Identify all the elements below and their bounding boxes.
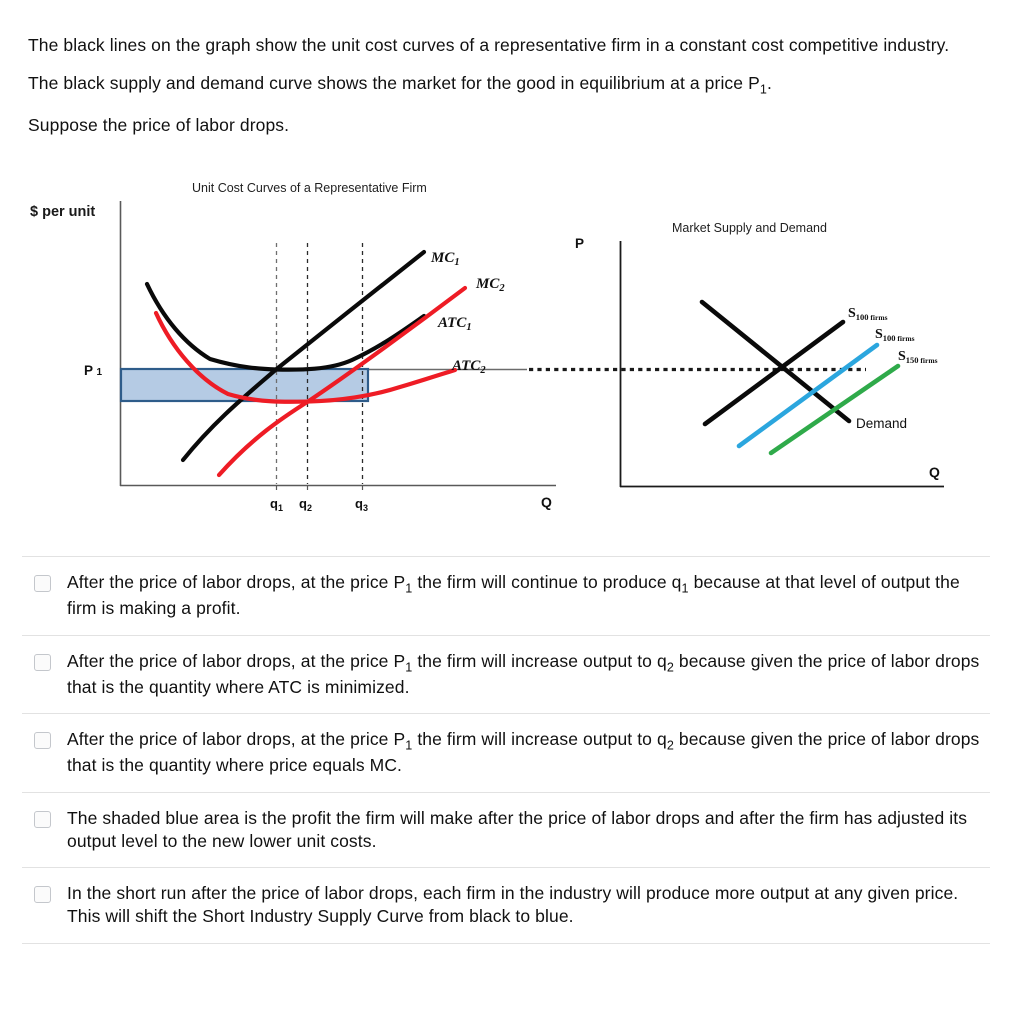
option-checkbox-5[interactable]	[34, 886, 51, 903]
label-supply-green: $S_{150}$ firms	[898, 349, 938, 365]
option-label-3: After the price of labor drops, at the price $P_1$ the firm will increase output to $q_2$ because given the price of labor drops that is the quantity where price equals MC.	[67, 729, 980, 776]
curve-mc1	[183, 252, 424, 460]
option-checkbox-1[interactable]	[34, 575, 51, 592]
label-p1: P 1	[84, 363, 103, 378]
label-atc2: $ATC_2$	[452, 358, 486, 376]
ticklabel-q1: $q_1$	[270, 496, 283, 513]
answer-options-list	[22, 556, 990, 944]
left-chart-title: Unit Cost Curves of a Representative Firm	[192, 181, 427, 195]
option-row-2[interactable]	[22, 635, 990, 714]
option-checkbox-3[interactable]	[34, 732, 51, 749]
label-supply-black: $S_{100}$ firms	[848, 306, 888, 322]
ticklabel-q3: $q_3$	[355, 496, 368, 513]
left-chart-x-axis-label: Q	[541, 494, 552, 510]
stem-line-3: Suppose the price of labor drops.	[28, 115, 290, 135]
option-label-5: In the short run after the price of labor drops, each firm in the industry will produce more output at any given price. This will shift the Short Industry Supply Curve from black to blue.	[67, 883, 959, 927]
question-stem	[28, 34, 958, 154]
right-chart-x-axis-label: Q	[929, 464, 940, 480]
curve-demand	[702, 302, 849, 421]
right-chart-y-axis-label: P	[575, 236, 585, 251]
option-label-1: After the price of labor drops, at the price $P_1$ the firm will continue to produce $q_1$ because at that level of output the firm is making a profit.	[67, 572, 960, 619]
curve-atc1	[147, 284, 424, 370]
label-mc1: $MC_1$	[431, 250, 460, 268]
economics-figure	[0, 170, 1014, 520]
option-label-2: After the price of labor drops, at the price $P_1$ the firm will increase output to $q_2$ because given the price of labor drops that is the quantity where ATC is minimized.	[67, 650, 980, 697]
label-atc1: $ATC_1$	[438, 315, 472, 333]
label-demand: Demand	[856, 416, 908, 431]
option-label-4: The shaded blue area is the profit the firm will make after the price of labor drops and after the firm has adjusted its output level to the new lower unit costs.	[67, 807, 968, 851]
curve-supply-black	[705, 322, 843, 424]
option-row-4[interactable]	[22, 792, 990, 868]
option-row-3[interactable]	[22, 713, 990, 792]
stem-line-2: The black supply and demand curve shows the market for the good in equilibrium at a price $P_1$.	[28, 73, 772, 97]
right-chart-title: Market Supply and Demand	[672, 221, 827, 235]
label-mc2: $MC_2$	[476, 276, 505, 294]
label-supply-blue: $S_{100}$ firms	[875, 327, 915, 343]
option-row-5[interactable]	[22, 867, 990, 944]
option-row-1[interactable]	[22, 556, 990, 635]
ticklabel-q2: $q_2$	[299, 496, 312, 513]
option-checkbox-4[interactable]	[34, 811, 51, 828]
left-chart-y-axis-label: $ per unit	[30, 204, 96, 220]
stem-line-1: The black lines on the graph show the unit cost curves of a representative firm in a constant cost competitive industry.	[28, 35, 950, 55]
option-checkbox-2[interactable]	[34, 654, 51, 671]
